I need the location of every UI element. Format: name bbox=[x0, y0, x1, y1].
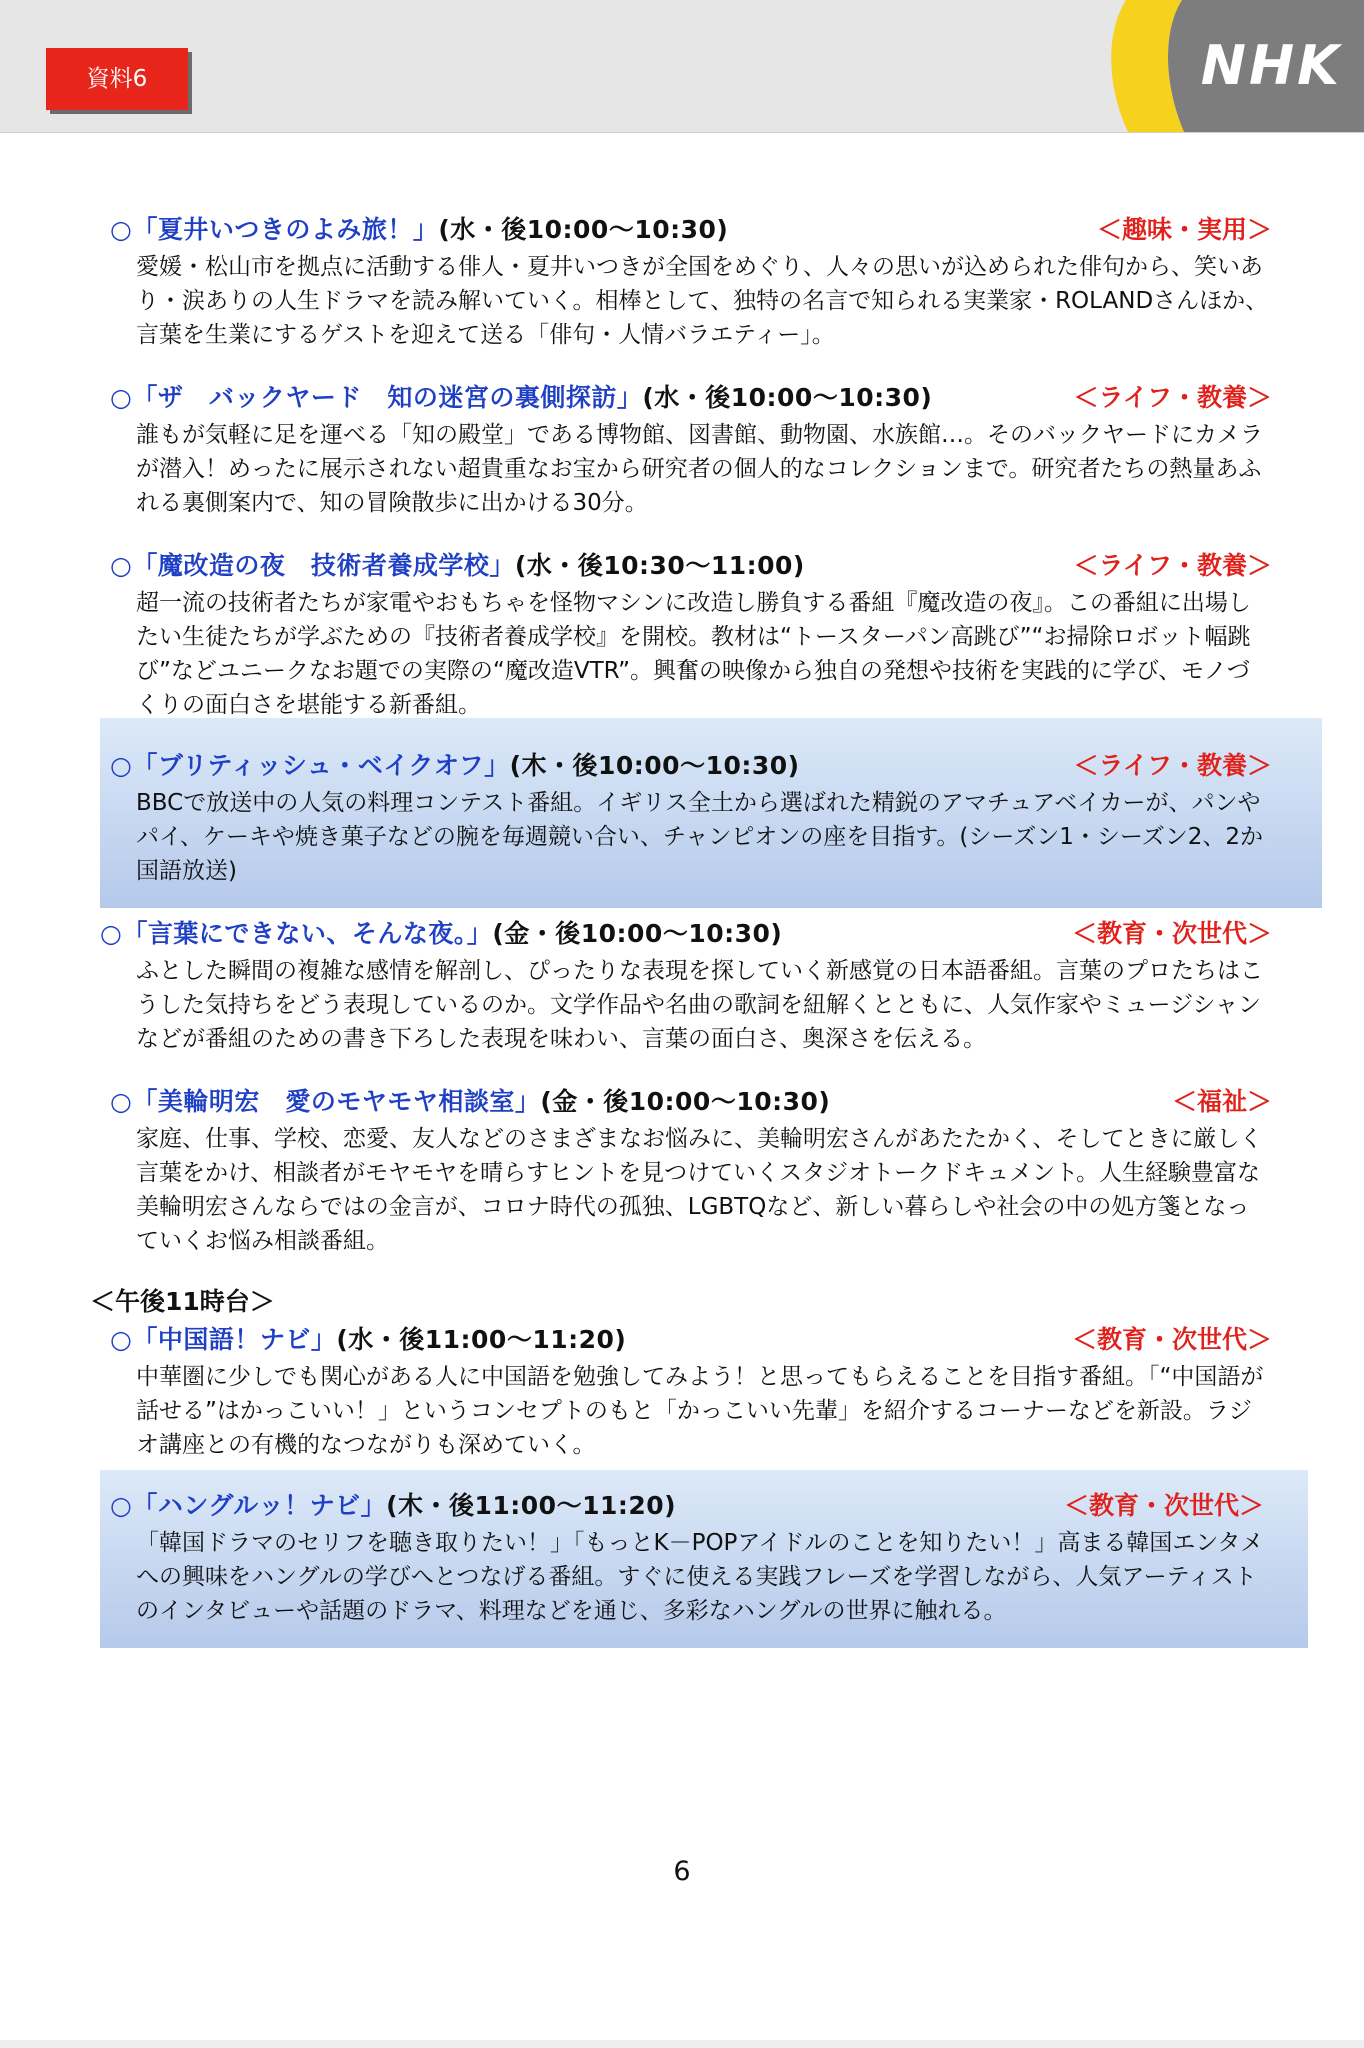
program-title: ○「ザ バックヤード 知の迷宮の裏側探訪」 bbox=[110, 383, 643, 412]
program-header bbox=[100, 914, 1272, 954]
program-schedule: (水・後10:00〜10:30) bbox=[438, 215, 729, 244]
program-description: ふとした瞬間の複雑な感情を解剖し、ぴったりな表現を探していく新感覚の日本語番組。言葉のプロたちはこうした気持ちをどう表現しているのか。文学作品や名曲の歌詞を紐解くとともに、人気作家やミュージシャンなどが番組のための書き下ろした表現を味わい、言葉の面白さ、奥深さを伝える。 bbox=[136, 958, 1263, 1052]
program-entry bbox=[110, 378, 1272, 520]
program-entry bbox=[110, 546, 1272, 722]
program-entry bbox=[110, 210, 1272, 352]
program-schedule: (水・後10:00〜10:30) bbox=[642, 383, 933, 412]
program-description: 「韓国ドラマのセリフを聴き取りたい！」「もっとK－POPアイドルのことを知りたい！」高まる韓国エンタメへの興味をハングルの学びへとつなげる番組。すぐに使える実践フレーズを学習しながら、人気アーティストのインタビューや話題のドラマ、料理などを通じ、多彩なハングルの世界に触れる。 bbox=[136, 1530, 1264, 1624]
page-header bbox=[0, 0, 1364, 133]
program-genre: ＜教育・次世代＞ bbox=[1071, 1325, 1272, 1354]
program-title: ○「美輪明宏 愛のモヤモヤ相談室」 bbox=[110, 1087, 541, 1116]
program-schedule: (水・後11:00〜11:20) bbox=[336, 1325, 627, 1354]
program-genre: ＜趣味・実用＞ bbox=[1096, 215, 1272, 244]
footer-bar bbox=[0, 2040, 1364, 2048]
program-entry bbox=[100, 914, 1272, 1056]
program-body bbox=[110, 746, 1272, 888]
program-title-line bbox=[110, 210, 728, 246]
nhk-logo-text: NHK bbox=[1200, 34, 1342, 97]
nhk-logo bbox=[1064, 0, 1364, 132]
program-title-line bbox=[110, 1082, 830, 1118]
program-title: ○「魔改造の夜 技術者養成学校」 bbox=[110, 551, 515, 580]
program-entry bbox=[110, 1320, 1272, 1462]
program-header bbox=[110, 1082, 1272, 1122]
program-description: BBCで放送中の人気の料理コンテスト番組。イギリス全土から選ばれた精鋭のアマチュアベイカーが、パンやパイ、ケーキや焼き菓子などの腕を毎週競い合い、チャンピオンの座を目指す。(シーズン1・シーズン2、2か国語放送) bbox=[136, 790, 1263, 884]
program-genre: ＜福祉＞ bbox=[1171, 1087, 1272, 1116]
program-header bbox=[110, 746, 1272, 786]
program-header bbox=[110, 1486, 1264, 1526]
page-number: 6 bbox=[673, 1856, 691, 1887]
program-title-line bbox=[110, 1320, 626, 1356]
program-title-line bbox=[110, 746, 800, 782]
program-genre: ＜ライフ・教養＞ bbox=[1073, 751, 1272, 780]
document-label-badge: 資料6 bbox=[46, 48, 188, 110]
program-description: 超一流の技術者たちが家電やおもちゃを怪物マシンに改造し勝負する番組『魔改造の夜』。この番組に出場したい生徒たちが学ぶための『技術者養成学校』を開校。教材は“トースターパン高跳び”“お掃除ロボット幅跳び”などユニークなお題での実際の“魔改造VTR”。興奮の映像から独自の発想や技術を実践的に学び、モノづくりの面白さを堪能する新番組。 bbox=[136, 590, 1251, 718]
program-genre: ＜ライフ・教養＞ bbox=[1073, 551, 1272, 580]
program-entry bbox=[110, 1082, 1272, 1258]
program-title-line bbox=[110, 378, 932, 414]
program-schedule: (金・後10:00〜10:30) bbox=[492, 919, 783, 948]
program-title-line bbox=[100, 914, 782, 950]
program-description: 中華圏に少しでも関心がある人に中国語を勉強してみよう！と思ってもらえることを目指す番組。「“中国語が話せる”はかっこいい！」というコンセプトのもと「かっこいい先輩」を紹介するコーナーなどを新設。ラジオ講座との有機的なつながりも深めていく。 bbox=[136, 1364, 1264, 1458]
program-genre: ＜教育・次世代＞ bbox=[1063, 1491, 1264, 1520]
program-title: ○「言葉にできない、そんな夜。」 bbox=[100, 919, 493, 948]
program-entry-highlighted bbox=[100, 1470, 1308, 1648]
program-genre: ＜ライフ・教養＞ bbox=[1073, 383, 1272, 412]
program-body bbox=[110, 1486, 1264, 1628]
program-header bbox=[110, 378, 1272, 418]
program-header bbox=[110, 546, 1272, 586]
program-header bbox=[110, 1320, 1272, 1360]
program-genre: ＜教育・次世代＞ bbox=[1071, 919, 1272, 948]
program-title: ○「夏井いつきのよみ旅！」 bbox=[110, 215, 439, 244]
program-schedule: (水・後10:30〜11:00) bbox=[514, 551, 805, 580]
program-schedule: (金・後10:00〜10:30) bbox=[540, 1087, 831, 1116]
program-description: 家庭、仕事、学校、恋愛、友人などのさまざまなお悩みに、美輪明宏さんがあたたかく、そしてときに厳しく言葉をかけ、相談者がモヤモヤを晴らすヒントを見つけていくスタジオトークドキュメント。人生経験豊富な美輪明宏さんならではの金言が、コロナ時代の孤独、LGBTQなど、新しい暮らしや社会の中の処方箋となっていくお悩み相談番組。 bbox=[136, 1126, 1263, 1254]
program-title: ○「ブリティッシュ・ベイクオフ」 bbox=[110, 751, 510, 780]
program-title-line bbox=[110, 1486, 676, 1522]
program-description: 愛媛・松山市を拠点に活動する俳人・夏井いつきが全国をめぐり、人々の思いが込められた俳句から、笑いあり・涙ありの人生ドラマを読み解いていく。相棒として、独特の名言で知られる実業家・ROLANDさんほか、言葉を生業にするゲストを迎えて送る「俳句・人情バラエティー」。 bbox=[136, 254, 1269, 348]
program-title: ○「中国語！ナビ」 bbox=[110, 1325, 337, 1354]
program-schedule: (木・後11:00〜11:20) bbox=[386, 1491, 677, 1520]
program-description: 誰もが気軽に足を運べる「知の殿堂」である博物館、図書館、動物園、水族館…。そのバックヤードにカメラが潜入！めったに展示されない超貴重なお宝から研究者の個人的なコレクションまで。研究者たちの熱量あふれる裏側案内で、知の冒険散歩に出かける30分。 bbox=[136, 422, 1263, 516]
program-entry-highlighted bbox=[100, 718, 1322, 908]
program-title: ○「ハングルッ！ナビ」 bbox=[110, 1491, 387, 1520]
program-title-line bbox=[110, 546, 805, 582]
program-schedule: (木・後10:00〜10:30) bbox=[509, 751, 800, 780]
program-header bbox=[110, 210, 1272, 250]
section-heading: ＜午後11時台＞ bbox=[90, 1287, 275, 1316]
